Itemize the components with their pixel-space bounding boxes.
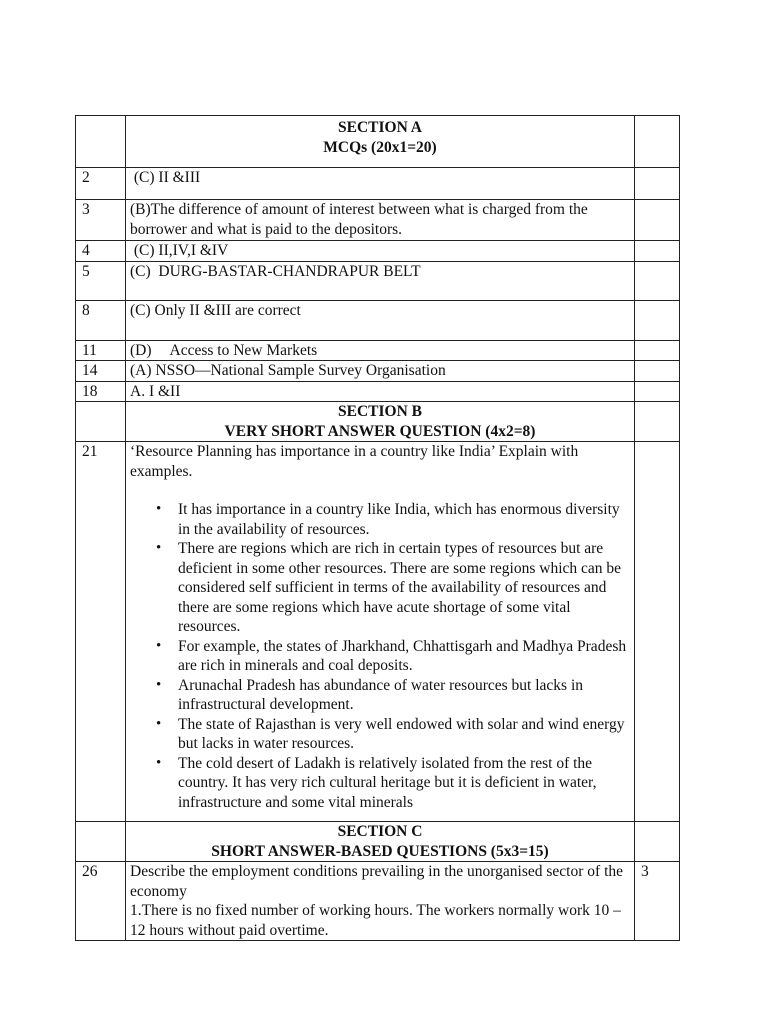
answer-key-table — [75, 115, 680, 941]
marks-cell — [635, 261, 680, 300]
answer-text: (C) II,IV,I &IV — [126, 241, 635, 262]
marks-cell — [635, 300, 680, 340]
list-item: • There are regions which are rich in certain types of resources but are deficient in some other resources. There are some regions which can be considered self sufficient in terms of the availability of resources and there are some regions which have acute shortage of some vital resources. — [178, 539, 630, 637]
table-row — [76, 300, 680, 340]
question-number: 8 — [76, 300, 126, 340]
section-a-header-row — [76, 116, 680, 168]
empty-cell — [635, 402, 680, 442]
bullet-list — [130, 500, 630, 812]
marks-cell — [635, 241, 680, 262]
section-c-header-row — [76, 822, 680, 862]
question-number: 14 — [76, 361, 126, 382]
table-row — [76, 241, 680, 262]
section-a-heading — [126, 116, 635, 168]
question-number: 18 — [76, 381, 126, 402]
table-row — [76, 442, 680, 822]
empty-cell — [635, 116, 680, 168]
answer-cell — [126, 340, 635, 361]
list-item: • It has importance in a country like India, which has enormous diversity in the availability of resources. — [178, 500, 630, 539]
section-a-subtitle: MCQs (20x1=20) — [323, 138, 437, 156]
answer-text: Access to New Markets — [169, 341, 318, 359]
empty-cell — [76, 402, 126, 442]
question-number: 5 — [76, 261, 126, 300]
marks-cell — [635, 361, 680, 382]
question-number: 26 — [76, 862, 126, 941]
answer-text: 1.There is no fixed number of working hours. The workers normally work 10 – 12 hours without paid overtime. — [130, 902, 621, 939]
question-text: ‘Resource Planning has importance in a country like India’ Explain with examples. — [130, 443, 579, 480]
marks-cell — [635, 381, 680, 402]
table-row — [76, 340, 680, 361]
answer-text: A. I &II — [126, 381, 635, 402]
table-row — [76, 862, 680, 941]
section-b-heading — [126, 402, 635, 442]
table-row — [76, 168, 680, 200]
list-item: • The state of Rajasthan is very well endowed with solar and wind energy but lacks in water resources. — [178, 715, 630, 754]
list-item: • For example, the states of Jharkhand, Chhattisgarh and Madhya Pradesh are rich in minerals and coal deposits. — [178, 637, 630, 676]
question-number: 3 — [76, 200, 126, 241]
table-row — [76, 261, 680, 300]
marks-cell — [635, 168, 680, 200]
section-c-subtitle: SHORT ANSWER-BASED QUESTIONS (5x3=15) — [211, 842, 549, 860]
empty-cell — [635, 822, 680, 862]
table-row — [76, 361, 680, 382]
question-number: 11 — [76, 340, 126, 361]
answer-text: (C) Only II &III are correct — [126, 300, 635, 340]
answer-text: (C) DURG-BASTAR-CHANDRAPUR BELT — [126, 261, 635, 300]
marks-cell — [635, 442, 680, 822]
marks-cell — [635, 340, 680, 361]
question-text: Describe the employment conditions prevailing in the unorganised sector of the economy — [130, 863, 624, 900]
empty-cell — [76, 822, 126, 862]
question-number: 2 — [76, 168, 126, 200]
empty-cell — [76, 116, 126, 168]
table-row — [76, 200, 680, 241]
answer-cell — [126, 442, 635, 822]
section-b-subtitle: VERY SHORT ANSWER QUESTION (4x2=8) — [224, 422, 536, 440]
question-number: 21 — [76, 442, 126, 822]
answer-text: (A) NSSO—National Sample Survey Organisation — [126, 361, 635, 382]
table-row — [76, 381, 680, 402]
section-c-heading — [126, 822, 635, 862]
section-c-title: SECTION C — [337, 823, 423, 840]
question-number: 4 — [76, 241, 126, 262]
marks-cell: 3 — [635, 862, 680, 941]
section-b-title: SECTION B — [338, 403, 422, 420]
answer-option: (D) — [130, 341, 152, 359]
section-b-header-row — [76, 402, 680, 442]
list-item: • Arunachal Pradesh has abundance of water resources but lacks in infrastructural development. — [178, 676, 630, 715]
answer-cell — [126, 862, 635, 941]
marks-cell — [635, 200, 680, 241]
answer-text: (C) II &III — [126, 168, 635, 200]
answer-text: (B)The difference of amount of interest between what is charged from the borrower and what is paid to the depositors. — [126, 200, 635, 241]
list-item: • The cold desert of Ladakh is relatively isolated from the rest of the country. It has very rich cultural heritage but it is deficient in water, infrastructure and some vital minerals — [178, 754, 630, 813]
section-a-title: SECTION A — [338, 119, 422, 136]
